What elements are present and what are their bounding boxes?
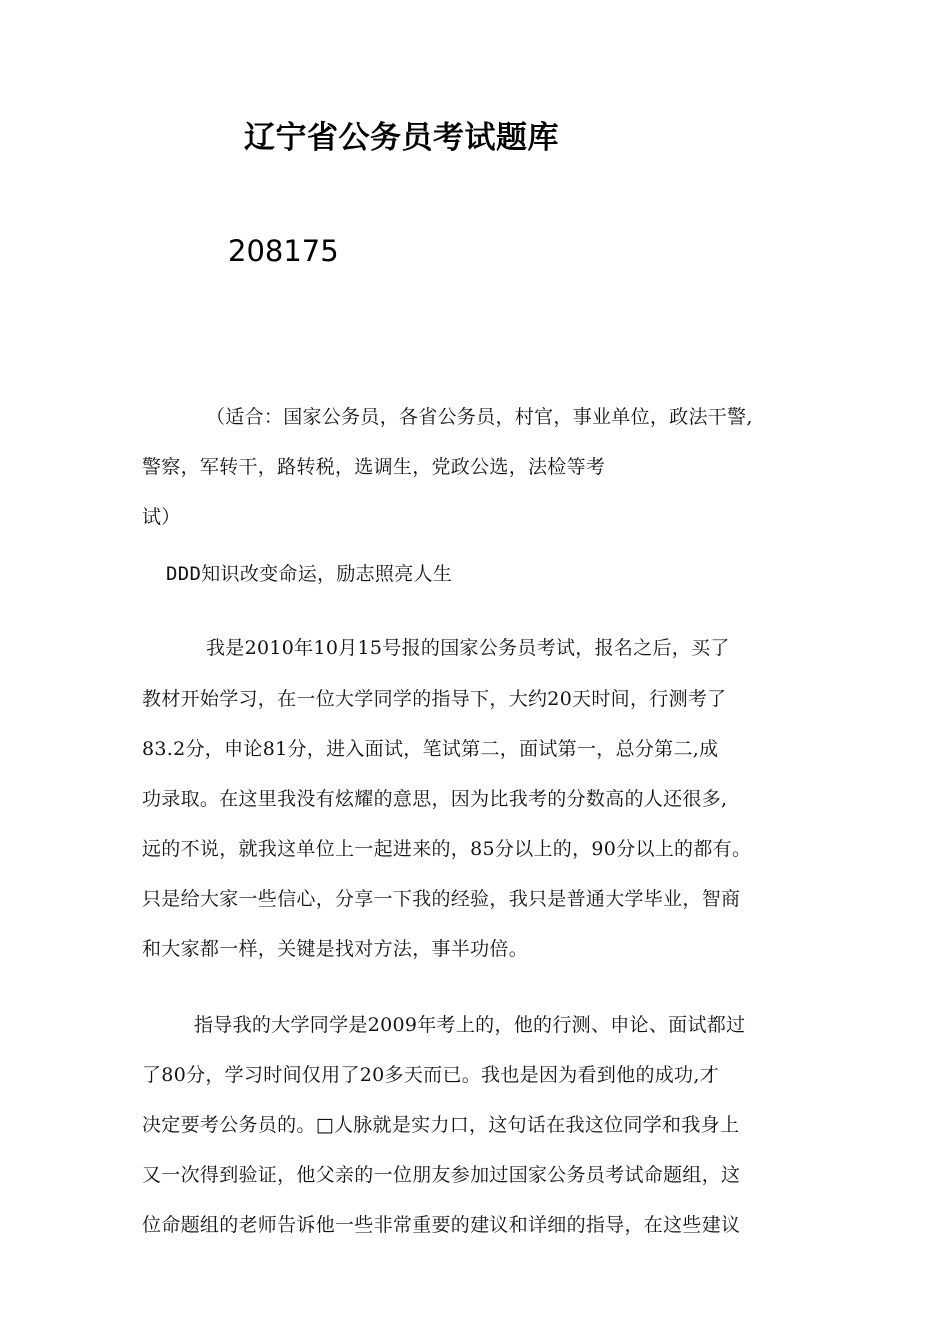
paragraph1-line: 我是2010年10月15号报的国家公务员考试，报名之后，买了: [206, 637, 730, 659]
suitable-line-2: 警察，军转干，路转税，选调生，党政公选，法检等考: [142, 456, 606, 478]
motto-line: [166, 562, 452, 586]
paragraph1-line: 功录取。在这里我没有炫耀的意思，因为比我考的分数高的人还很多,: [142, 788, 728, 810]
paragraph1-line: 教材开始学习，在一位大学同学的指导下，大约20天时间，行测考了: [142, 688, 727, 710]
document-title: 辽宁省公务员考试题库: [244, 120, 559, 156]
suitable-line-3: 试）: [142, 506, 181, 528]
paragraph2-line: 决定要考公务员的。□人脉就是实力口，这句话在我这位同学和我身上: [142, 1114, 740, 1136]
paragraph2-line: 了80分，学习时间仅用了20多天而已。我也是因为看到他的成功,才: [142, 1064, 719, 1086]
motto-text: 知识改变命运，励志照亮人生: [201, 563, 453, 585]
paragraph1-line: 83.2分，申论81分，进入面试，笔试第二，面试第一，总分第二,成: [142, 738, 719, 760]
suitable-line-1: （适合：国家公务员，各省公务员，村官，事业单位，政法干警,: [206, 406, 753, 428]
paragraph2-line: 又一次得到验证，他父亲的一位朋友参加过国家公务员考试命题组，这: [142, 1164, 741, 1186]
paragraph1-line: 只是给大家一些信心，分享一下我的经验，我只是普通大学毕业，智商: [142, 888, 741, 910]
paragraph2-line: 位命题组的老师告诉他一些非常重要的建议和详细的指导，在这些建议: [142, 1214, 741, 1236]
paragraph2-line: 指导我的大学同学是2009年考上的，他的行测、申论、面试都过: [194, 1014, 746, 1036]
document-code: 208175: [228, 234, 339, 268]
paragraph1-line: 和大家都一样，关键是找对方法，事半功倍。: [142, 938, 529, 960]
paragraph1-line: 远的不说，就我这单位上一起进来的，85分以上的，90分以上的都有。: [142, 838, 752, 860]
motto-prefix: DDD: [166, 563, 202, 585]
